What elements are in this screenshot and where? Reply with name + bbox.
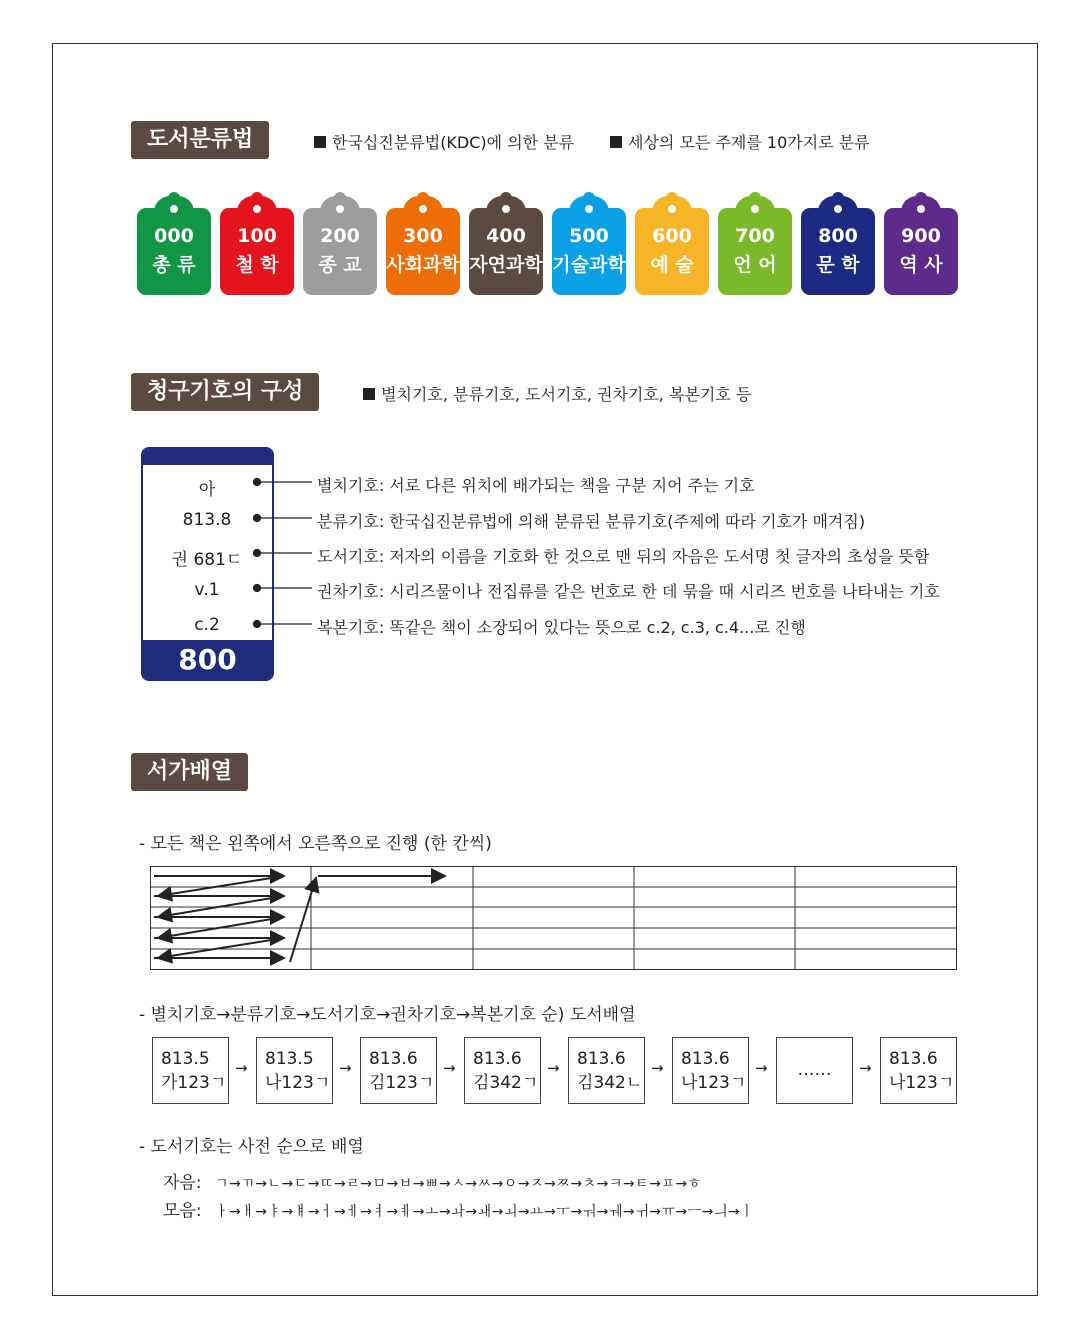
class-tag-4 [469, 192, 543, 295]
callout-class: 분류기호: 한국십진분류법에 의해 분류된 분류기호(주제에 따라 기호가 매겨짐) [317, 512, 866, 531]
tag-hole-icon [917, 205, 925, 213]
class-tag-7 [718, 192, 792, 295]
book-class-number: 813.6 [681, 1049, 730, 1069]
tag-name: 언 어 [733, 254, 777, 276]
note-text: 한국십진분류법(KDC)에 의한 분류 [332, 133, 575, 152]
tag-number: 400 [486, 225, 526, 247]
vowel-order [163, 1196, 754, 1221]
tag-name: 예 술 [650, 254, 694, 276]
book-class-number: 813.6 [369, 1049, 418, 1069]
note-text: 세상의 모든 주제를 10가지로 분류 [628, 133, 870, 152]
section-title-shelving: 서가배열 [131, 753, 248, 791]
book-author-mark: 나123ㄱ [265, 1073, 331, 1093]
section-title-classification: 도서분류법 [131, 121, 269, 159]
label-line-volume: v.1 [194, 580, 220, 600]
note-text: 별치기호, 분류기호, 도서기호, 권차기호, 복본기호 등 [381, 385, 752, 404]
sequence-arrow-icon: → [339, 1059, 352, 1077]
book-class-number: …… [797, 1060, 832, 1080]
tag-number: 600 [652, 225, 692, 247]
label-bottom-number: 800 [143, 640, 272, 679]
class-tag-2 [303, 192, 377, 295]
sequence-arrow-icon: → [547, 1059, 560, 1077]
consonant-label: 자음: [163, 1173, 202, 1193]
callout-volume: 권차기호: 시리즈물이나 전집류를 같은 번호로 한 데 묶을 때 시리즈 번호를 나타내는 기호 [317, 582, 940, 601]
classification-note-ten [610, 130, 870, 153]
consonant-order [163, 1168, 702, 1193]
tag-number: 300 [403, 225, 443, 247]
tag-hole-icon [668, 205, 676, 213]
callout-special: 별치기호: 서로 다른 위치에 배가되는 책을 구분 지어 주는 기호 [317, 476, 755, 495]
tag-hole-icon [585, 205, 593, 213]
callout-author: 도서기호: 저자의 이름을 기호화 한 것으로 맨 뒤의 자음은 도서명 첫 글자의 초성을 뜻함 [317, 547, 930, 566]
label-line-class: 813.8 [182, 510, 232, 530]
call-number-note [363, 382, 751, 405]
callout-lines [250, 470, 320, 640]
tag-name: 자연과학 [469, 254, 543, 276]
tag-name: 문 학 [816, 254, 860, 276]
book-card-6 [776, 1037, 853, 1104]
shelving-rule-dictionary: - 도서기호는 사전 순으로 배열 [139, 1137, 364, 1157]
square-bullet-icon [314, 136, 326, 148]
book-card-7 [880, 1037, 957, 1104]
vowel-sequence: ㅏ→ㅐ→ㅑ→ㅒ→ㅓ→ㅔ→ㅕ→ㅖ→ㅗ→ㅘ→ㅙ→ㅚ→ㅛ→ㅜ→ㅝ→ㅞ→ㅟ→ㅠ→ㅡ→ㅢ→ㅣ [215, 1204, 755, 1220]
book-author-mark: 나123ㄱ [681, 1073, 747, 1093]
book-card-2 [360, 1037, 437, 1104]
tag-name: 종 교 [318, 254, 362, 276]
sequence-arrow-icon: → [755, 1059, 768, 1077]
vowel-label: 모음: [163, 1201, 202, 1221]
tag-number: 200 [320, 225, 360, 247]
class-tag-1 [220, 192, 294, 295]
tag-hole-icon [170, 205, 178, 213]
square-bullet-icon [363, 388, 375, 400]
tag-name: 기술과학 [552, 254, 626, 276]
tag-number: 100 [237, 225, 277, 247]
label-top-bar [143, 449, 272, 465]
book-author-mark: 김342ㄴ [577, 1073, 643, 1093]
label-line-special: 아 [198, 480, 216, 500]
book-class-number: 813.6 [577, 1049, 626, 1069]
shelf-diagram [150, 866, 958, 972]
class-tag-3 [386, 192, 460, 295]
class-tag-0 [137, 192, 211, 295]
book-class-number: 813.5 [265, 1049, 314, 1069]
tag-number: 700 [735, 225, 775, 247]
sequence-arrow-icon: → [443, 1059, 456, 1077]
book-author-mark: 김123ㄱ [369, 1073, 435, 1093]
book-author-mark: 김342ㄱ [473, 1073, 539, 1093]
book-author-mark: 가123ㄱ [161, 1073, 227, 1093]
tag-name: 철 학 [235, 254, 279, 276]
tag-name: 총 류 [152, 254, 196, 276]
sequence-arrow-icon: → [235, 1059, 248, 1077]
section-title-call-number: 청구기호의 구성 [131, 373, 319, 411]
class-tag-8 [801, 192, 875, 295]
tag-hole-icon [751, 205, 759, 213]
consonant-sequence: ㄱ→ㄲ→ㄴ→ㄷ→ㄸ→ㄹ→ㅁ→ㅂ→ㅃ→ㅅ→ㅆ→ㅇ→ㅈ→ㅉ→ㅊ→ㅋ→ㅌ→ㅍ→ㅎ [215, 1176, 702, 1192]
tag-name: 역 사 [899, 254, 943, 276]
label-line-author: 권 681ㄷ [171, 550, 243, 570]
shelving-rule-direction: - 모든 책은 왼쪽에서 오른쪽으로 진행 (한 칸씩) [139, 834, 492, 854]
tag-hole-icon [502, 205, 510, 213]
class-tag-6 [635, 192, 709, 295]
book-card-1 [256, 1037, 333, 1104]
book-card-3 [464, 1037, 541, 1104]
book-author-mark: 나123ㄱ [889, 1073, 955, 1093]
sequence-arrow-icon: → [651, 1059, 664, 1077]
book-class-number: 813.5 [161, 1049, 210, 1069]
tag-hole-icon [253, 205, 261, 213]
tag-number: 800 [818, 225, 858, 247]
tag-hole-icon [336, 205, 344, 213]
label-line-copy: c.2 [194, 615, 220, 635]
sequence-arrow-icon: → [859, 1059, 872, 1077]
classification-note-kdc [314, 130, 574, 153]
shelving-rule-order: - 별치기호→분류기호→도서기호→권차기호→복본기호 순) 도서배열 [139, 1005, 636, 1025]
book-card-5 [672, 1037, 749, 1104]
class-tag-5 [552, 192, 626, 295]
square-bullet-icon [610, 136, 622, 148]
callout-copy: 복본기호: 똑같은 책이 소장되어 있다는 뜻으로 c.2, c.3, c.4...로 진행 [317, 618, 806, 637]
tag-number: 500 [569, 225, 609, 247]
tag-number: 000 [154, 225, 194, 247]
tag-number: 900 [901, 225, 941, 247]
book-class-number: 813.6 [473, 1049, 522, 1069]
book-class-number: 813.6 [889, 1049, 938, 1069]
tag-hole-icon [419, 205, 427, 213]
class-tag-9 [884, 192, 958, 295]
tag-name: 사회과학 [386, 254, 460, 276]
book-card-4 [568, 1037, 645, 1104]
tag-hole-icon [834, 205, 842, 213]
book-card-0 [152, 1037, 229, 1104]
